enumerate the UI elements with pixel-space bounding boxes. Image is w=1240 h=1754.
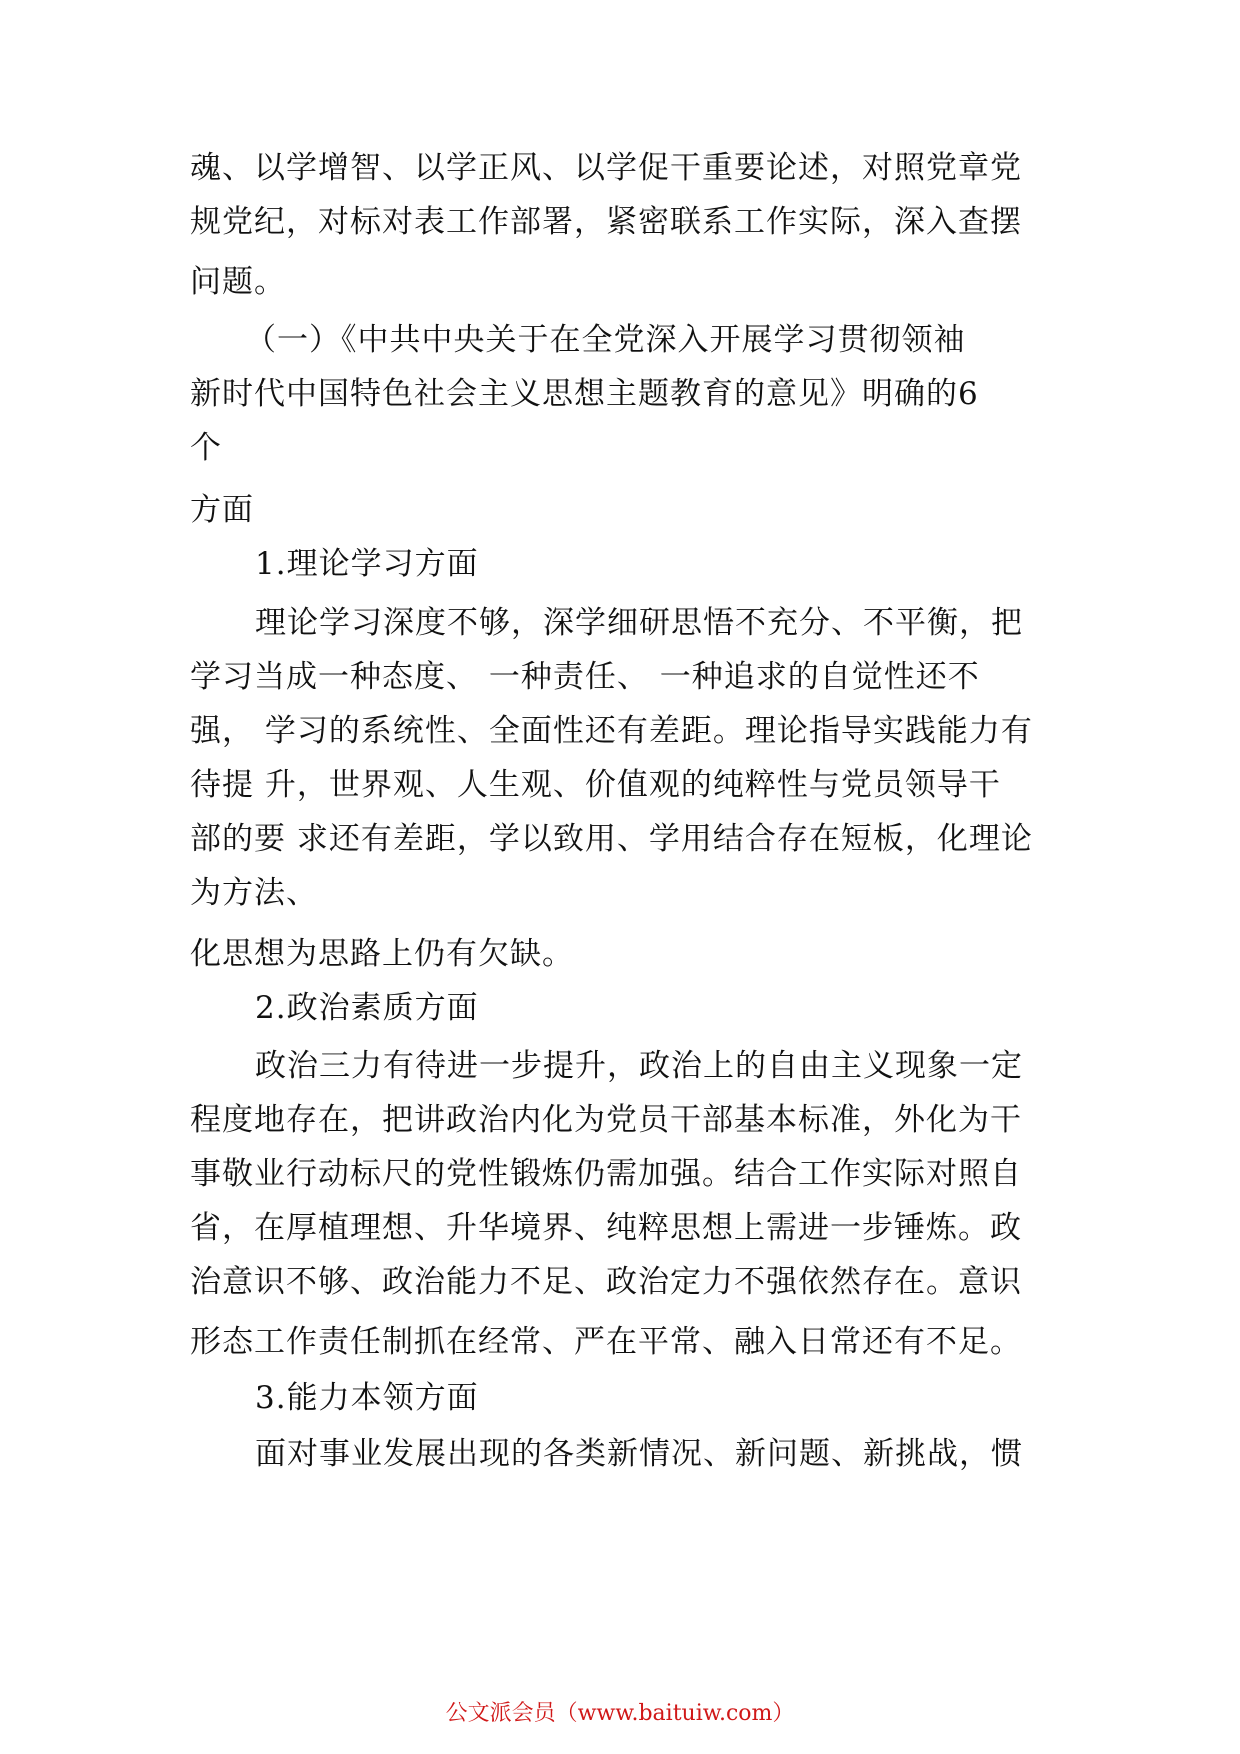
paragraph-line: 为方法、 bbox=[190, 875, 318, 911]
section-heading: （一）《中共中央关于在全党深入开展学习贯彻领袖 bbox=[245, 322, 966, 358]
paragraph-line: 治意识不够、政治能力不足、政治定力不强依然存在。意识 bbox=[190, 1264, 1022, 1300]
body-line: 问题。 bbox=[190, 264, 286, 300]
paragraph-line: 理论学习深度不够，深学细研思悟不充分、不平衡，把 bbox=[255, 605, 1023, 641]
paragraph-line: 政治三力有待进一步提升，政治上的自由主义现象一定 bbox=[255, 1048, 1023, 1084]
paragraph-line: 待提 升，世界观、人生观、价值观的纯粹性与党员领导干 bbox=[190, 767, 1001, 803]
paragraph-line: 事敬业行动标尺的党性锻炼仍需加强。结合工作实际对照自 bbox=[190, 1156, 1022, 1192]
footer-watermark-link[interactable]: 公文派会员（www.baituiw.com） bbox=[445, 1701, 795, 1726]
paragraph-line: 强， 学习的系统性、全面性还有差距。理论指导实践能力有 bbox=[190, 713, 1033, 749]
paragraph-line: 面对事业发展出现的各类新情况、新问题、新挑战，惯 bbox=[255, 1436, 1023, 1472]
body-line: 规党纪，对标对表工作部署，紧密联系工作实际，深入查摆 bbox=[190, 204, 1022, 240]
paragraph-line: 程度地存在，把讲政治内化为党员干部基本标准，外化为干 bbox=[190, 1102, 1022, 1138]
body-line: 魂、以学增智、以学正风、以学促干重要论述，对照党章党 bbox=[190, 150, 1022, 186]
section-heading: 新时代中国特色社会主义思想主题教育的意见》明确的6 bbox=[190, 376, 979, 412]
subsection-heading: 1.理论学习方面 bbox=[255, 546, 479, 582]
paragraph-line: 形态工作责任制抓在经常、严在平常、融入日常还有不足。 bbox=[190, 1324, 1022, 1360]
subsection-heading: 2.政治素质方面 bbox=[255, 990, 479, 1026]
paragraph-line: 部的要 求还有差距，学以致用、学用结合存在短板，化理论 bbox=[190, 821, 1033, 857]
section-heading: 方面 bbox=[190, 492, 254, 528]
section-heading: 个 bbox=[190, 430, 222, 466]
subsection-heading: 3.能力本领方面 bbox=[255, 1380, 479, 1416]
paragraph-line: 学习当成一种态度、 一种责任、 一种追求的自觉性还不 bbox=[190, 659, 980, 695]
paragraph-line: 化思想为思路上仍有欠缺。 bbox=[190, 936, 574, 972]
paragraph-line: 省，在厚植理想、升华境界、纯粹思想上需进一步锤炼。政 bbox=[190, 1210, 1022, 1246]
